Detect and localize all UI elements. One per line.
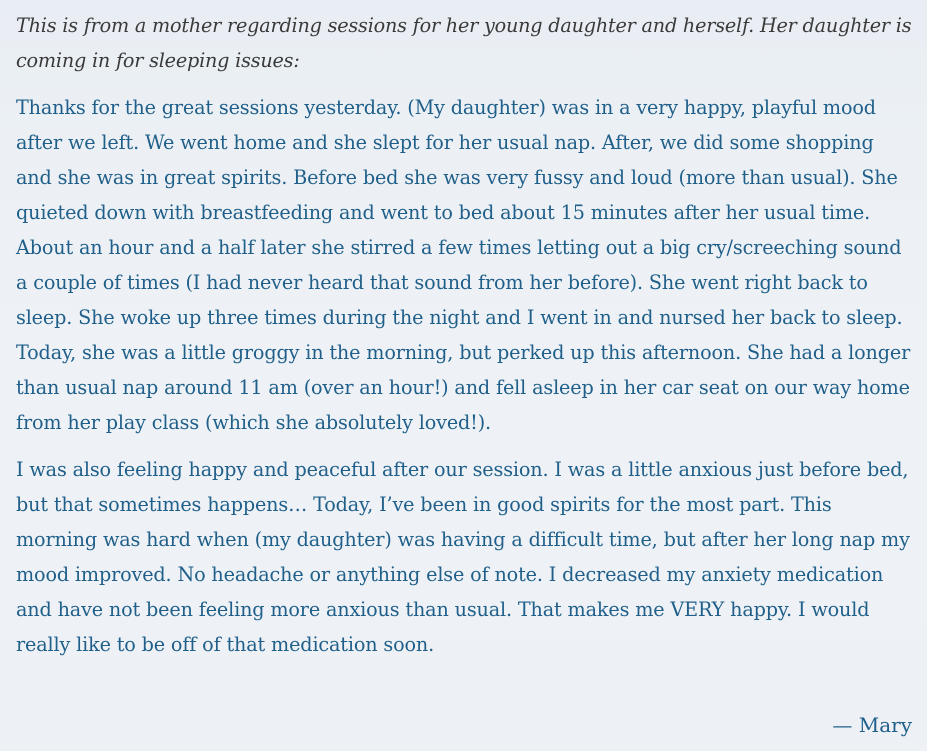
testimonial-attribution: — Mary [832,713,912,737]
testimonial-paragraph-1: Thanks for the great sessions yesterday. (My daughter) was in a very happy, playful mood after we left. We went home and she slept for her usual nap. After, we did some shopping and she was in great spirits. Before bed she was very fussy and loud (more than usual). She quieted down with breastfeeding and went to bed about 15 minutes after her usual time. About an hour and a half later she stirred a few times letting out a big cry/screeching sound a couple of times (I had never heard that sound from her before). She went right back to sleep. She woke up three times during the night and I went in and nursed her back to sleep. Today, she was a little groggy in the morning, but perked up this afternoon. She had a longer than usual nap around 11 am (over an hour!) and fell asleep in her car seat on our way home from her play class (which she absolutely loved!). [16,96,911,434]
testimonial-paragraph-2: I was also feeling happy and peaceful after our session. I was a little anxious just before bed, but that sometimes happens… Today, I’ve been in good spirits for the most part. This morning was hard when (my daughter) was having a difficult time, but after her long nap my mood improved. No headache or anything else of note. I decreased my anxiety medication and have not been feeling more anxious than usual. That makes me VERY happy. I would really like to be off of that medication soon. [16,458,910,656]
testimonial-intro: This is from a mother regarding sessions for her young daughter and herself. Her daughter is coming in for sleeping issues: [16,14,912,72]
